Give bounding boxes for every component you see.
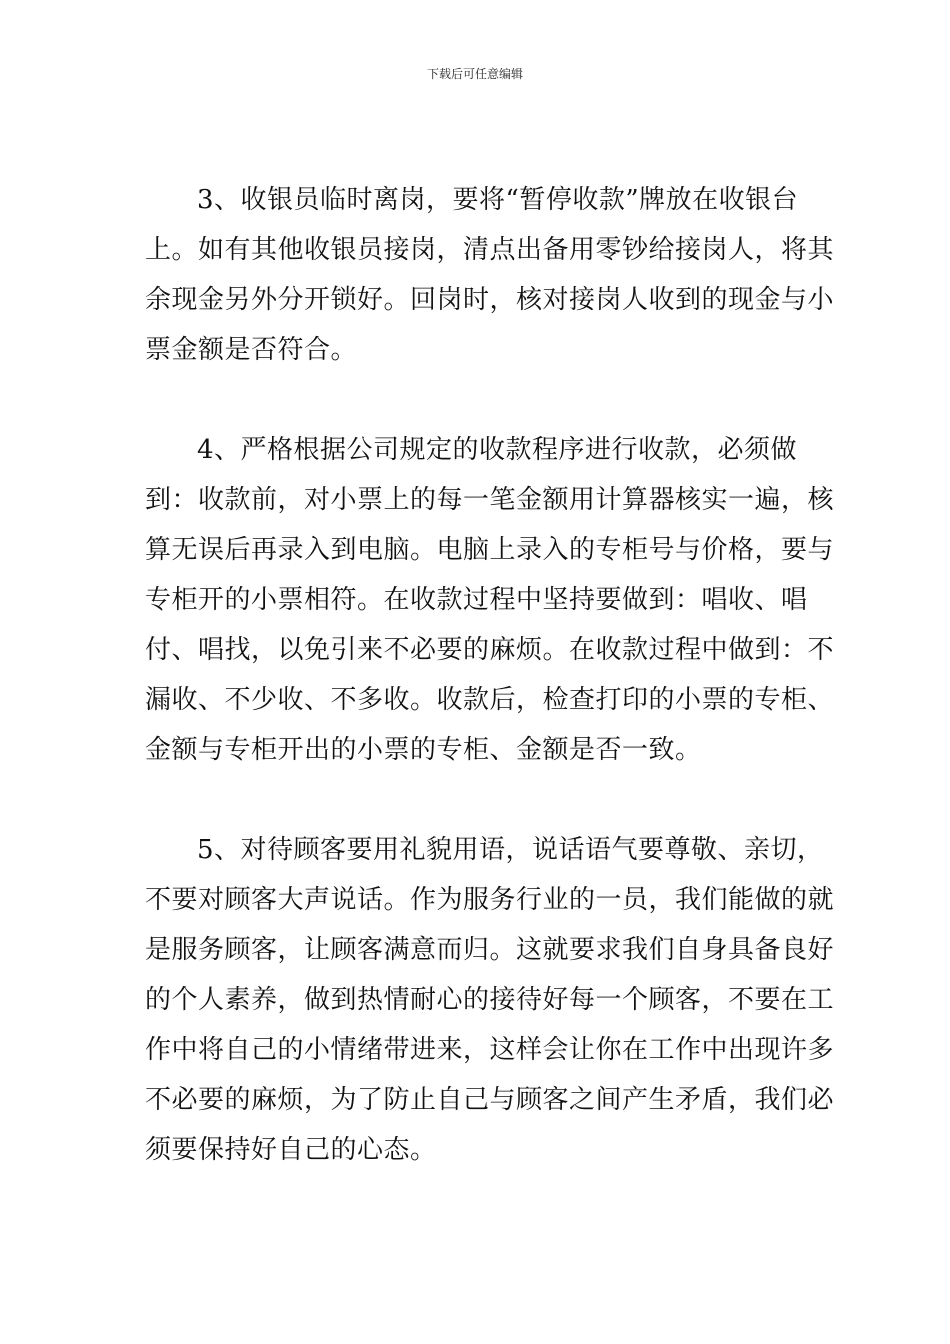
- page-header: 下载后可任意编辑: [426, 67, 523, 81]
- paragraph-3: 3、收银员临时离岗，要将“暂停收款”牌放在收银台上。如有其他收银员接岗，清点出备用零钞给接岗人，将其余现金另外分开锁好。回岗时，核对接岗人收到的现金与小票金额是否符合。: [145, 185, 835, 365]
- paragraph-5: 5、对待顾客要用礼貌用语，说话语气要尊敬、亲切，不要对顾客大声说话。作为服务行业的一员，我们能做的就是服务顾客，让顾客满意而归。这就要求我们自身具备良好的个人素养，做到热情耐心的接待好每一个顾客，不要在工作中将自己的小情绪带进来，这样会让你在工作中出现许多不必要的麻烦，为了防止自己与顾客之间产生矛盾，我们必须要保持好自己的心态。: [145, 835, 835, 1165]
- document-body: [145, 175, 835, 1225]
- paragraph-4: 4、严格根据公司规定的收款程序进行收款，必须做到：收款前，对小票上的每一笔金额用计算器核实一遍，核算无误后再录入到电脑。电脑上录入的专柜号与价格，要与专柜开的小票相符。在收款过程中坚持要做到：唱收、唱付、唱找，以免引来不必要的麻烦。在收款过程中做到：不漏收、不少收、不多收。收款后，检查打印的小票的专柜、金额与专柜开出的小票的专柜、金额是否一致。: [145, 435, 835, 765]
